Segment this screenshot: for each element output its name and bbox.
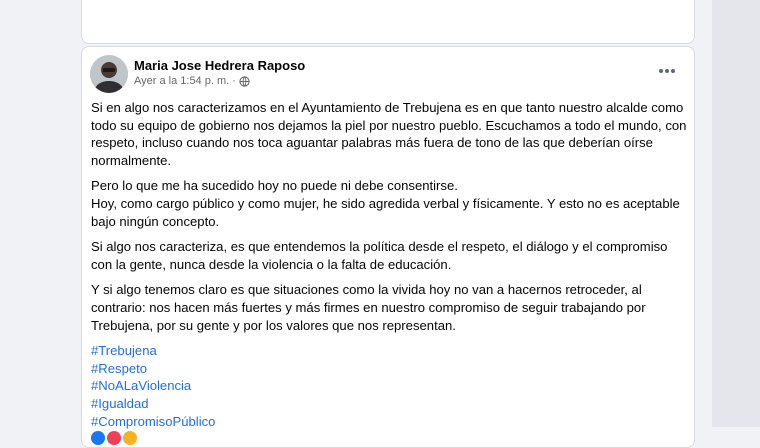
love-icon bbox=[107, 431, 121, 445]
post-paragraph: Pero lo que me ha sucedido hoy no puede ni debe consentirse. bbox=[91, 178, 458, 194]
hashtag-link[interactable]: #Respeto bbox=[91, 360, 148, 376]
globe-icon bbox=[239, 76, 250, 87]
hashtag-link[interactable]: #Trebujena bbox=[91, 343, 157, 359]
reaction-icons[interactable] bbox=[91, 431, 691, 445]
hashtag-link[interactable]: #Igualdad bbox=[91, 395, 149, 411]
post-author-name[interactable]: Maria Jose Hedrera Raposo bbox=[134, 58, 306, 73]
hashtag-link[interactable]: #CompromisoPúblico bbox=[91, 413, 216, 429]
care-icon bbox=[123, 431, 137, 445]
like-icon bbox=[91, 431, 105, 445]
post-paragraph: Hoy, como cargo público y como mujer, he sido agredida verbal y físicamente. Y esto no es aceptable bajo ningún concepto. bbox=[91, 195, 680, 229]
post-meta bbox=[134, 75, 250, 87]
post-body bbox=[91, 99, 691, 445]
more-horizontal-icon bbox=[658, 68, 676, 74]
post-card bbox=[81, 46, 695, 448]
avatar[interactable] bbox=[90, 55, 128, 93]
post-paragraph: Si en algo nos caracterizamos en el Ayuntamiento de Trebujena es en que tanto nuestro alcalde como todo su equipo de gobierno nos dejamos la piel por nuestro pueblo. Escuchamos a todo el mundo, con respeto, incluso cuando nos toca aguantar palabras más fuera de tono de las que deberían oírse normalmente. bbox=[91, 100, 687, 168]
hashtag-list bbox=[91, 342, 691, 430]
previous-post-card bbox=[81, 0, 695, 44]
post-paragraph: Si algo nos caracteriza, es que entendemos la política desde el respeto, el diálogo y el compromiso con la gente, nunca desde la violencia o la falta de educación. bbox=[91, 239, 668, 272]
right-panel-background bbox=[712, 0, 760, 427]
post-paragraph: Y si algo tenemos claro es que situaciones como la vivida hoy no van a hacernos retroceder, al contrario: nos hacen más fuertes y más firmes en nuestro compromiso de seguir trabajando por Trebujena, por su gente y por los valores que nos representan. bbox=[91, 282, 646, 333]
post-timestamp[interactable]: Ayer a la 1:54 p. m. · bbox=[134, 75, 236, 87]
hashtag-link[interactable]: #NoALaViolencia bbox=[91, 378, 192, 394]
post-options-button[interactable] bbox=[652, 59, 682, 83]
avatar-photo bbox=[90, 55, 128, 93]
